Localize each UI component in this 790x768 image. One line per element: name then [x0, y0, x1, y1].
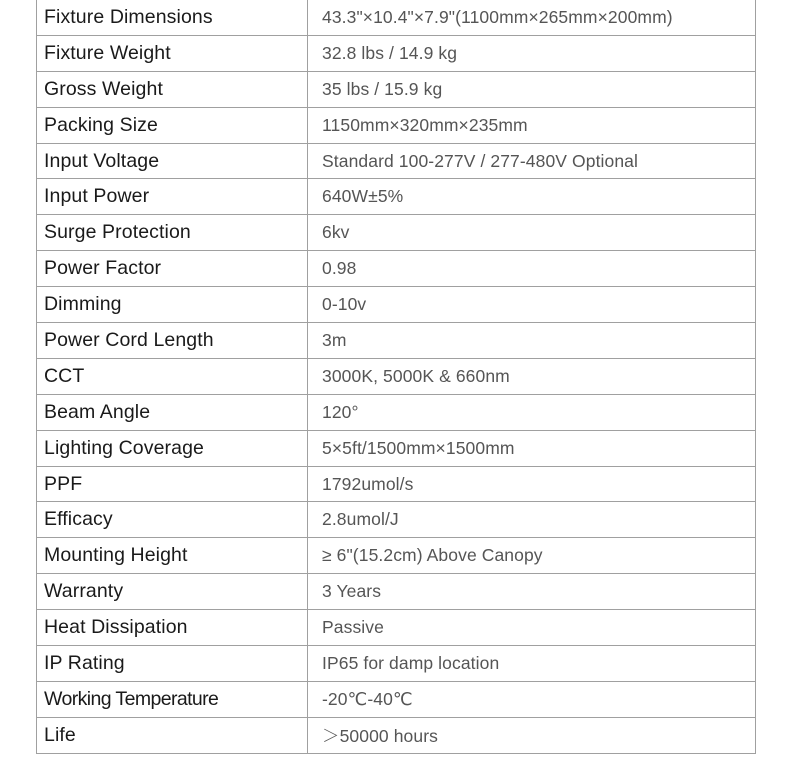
- spec-value: ＞50000 hours: [308, 717, 756, 753]
- spec-value: 32.8 lbs / 14.9 kg: [308, 35, 756, 71]
- table-row: [37, 717, 756, 753]
- spec-label: Fixture Dimensions: [37, 0, 308, 35]
- spec-label: Packing Size: [37, 107, 308, 143]
- spec-value: 1150mm×320mm×235mm: [308, 107, 756, 143]
- table-row: [37, 610, 756, 646]
- spec-value: ≥ 6"(15.2cm) Above Canopy: [308, 538, 756, 574]
- spec-label: Power Cord Length: [37, 323, 308, 359]
- table-row: [37, 394, 756, 430]
- spec-label: Efficacy: [37, 502, 308, 538]
- spec-label: Input Power: [37, 179, 308, 215]
- spec-label: Heat Dissipation: [37, 610, 308, 646]
- spec-label: Dimming: [37, 287, 308, 323]
- spec-label: Fixture Weight: [37, 35, 308, 71]
- table-row: [37, 430, 756, 466]
- spec-label: Working Temperature: [37, 681, 308, 717]
- spec-label: Mounting Height: [37, 538, 308, 574]
- spec-value: 0-10v: [308, 287, 756, 323]
- spec-value: 3 Years: [308, 574, 756, 610]
- spec-value: 120°: [308, 394, 756, 430]
- spec-label: PPF: [37, 466, 308, 502]
- spec-table: [36, 0, 756, 754]
- spec-label: Beam Angle: [37, 394, 308, 430]
- table-row: [37, 323, 756, 359]
- spec-value: 0.98: [308, 251, 756, 287]
- spec-value: 6kv: [308, 215, 756, 251]
- table-row: [37, 287, 756, 323]
- spec-value: 2.8umol/J: [308, 502, 756, 538]
- spec-value: -20℃-40℃: [308, 681, 756, 717]
- spec-value: 3m: [308, 323, 756, 359]
- table-row: [37, 0, 756, 35]
- spec-label: Surge Protection: [37, 215, 308, 251]
- spec-value: 43.3"×10.4"×7.9"(1100mm×265mm×200mm): [308, 0, 756, 35]
- spec-value: 1792umol/s: [308, 466, 756, 502]
- table-row: [37, 466, 756, 502]
- spec-label: Warranty: [37, 574, 308, 610]
- table-row: [37, 215, 756, 251]
- spec-value: 35 lbs / 15.9 kg: [308, 71, 756, 107]
- table-row: [37, 71, 756, 107]
- spec-label: CCT: [37, 358, 308, 394]
- spec-value: 3000K, 5000K & 660nm: [308, 358, 756, 394]
- table-row: [37, 574, 756, 610]
- spec-label: Life: [37, 717, 308, 753]
- table-row: [37, 143, 756, 179]
- table-row: [37, 538, 756, 574]
- table-row: [37, 107, 756, 143]
- spec-label: Gross Weight: [37, 71, 308, 107]
- table-row: [37, 358, 756, 394]
- spec-value: IP65 for damp location: [308, 646, 756, 682]
- table-row: [37, 179, 756, 215]
- table-row: [37, 251, 756, 287]
- spec-value: Passive: [308, 610, 756, 646]
- table-row: [37, 646, 756, 682]
- spec-label: IP Rating: [37, 646, 308, 682]
- spec-label: Input Voltage: [37, 143, 308, 179]
- spec-value: Standard 100-277V / 277-480V Optional: [308, 143, 756, 179]
- spec-label: Power Factor: [37, 251, 308, 287]
- spec-value: 5×5ft/1500mm×1500mm: [308, 430, 756, 466]
- table-row: [37, 35, 756, 71]
- table-row: [37, 502, 756, 538]
- spec-label: Lighting Coverage: [37, 430, 308, 466]
- table-row: [37, 681, 756, 717]
- spec-value: 640W±5%: [308, 179, 756, 215]
